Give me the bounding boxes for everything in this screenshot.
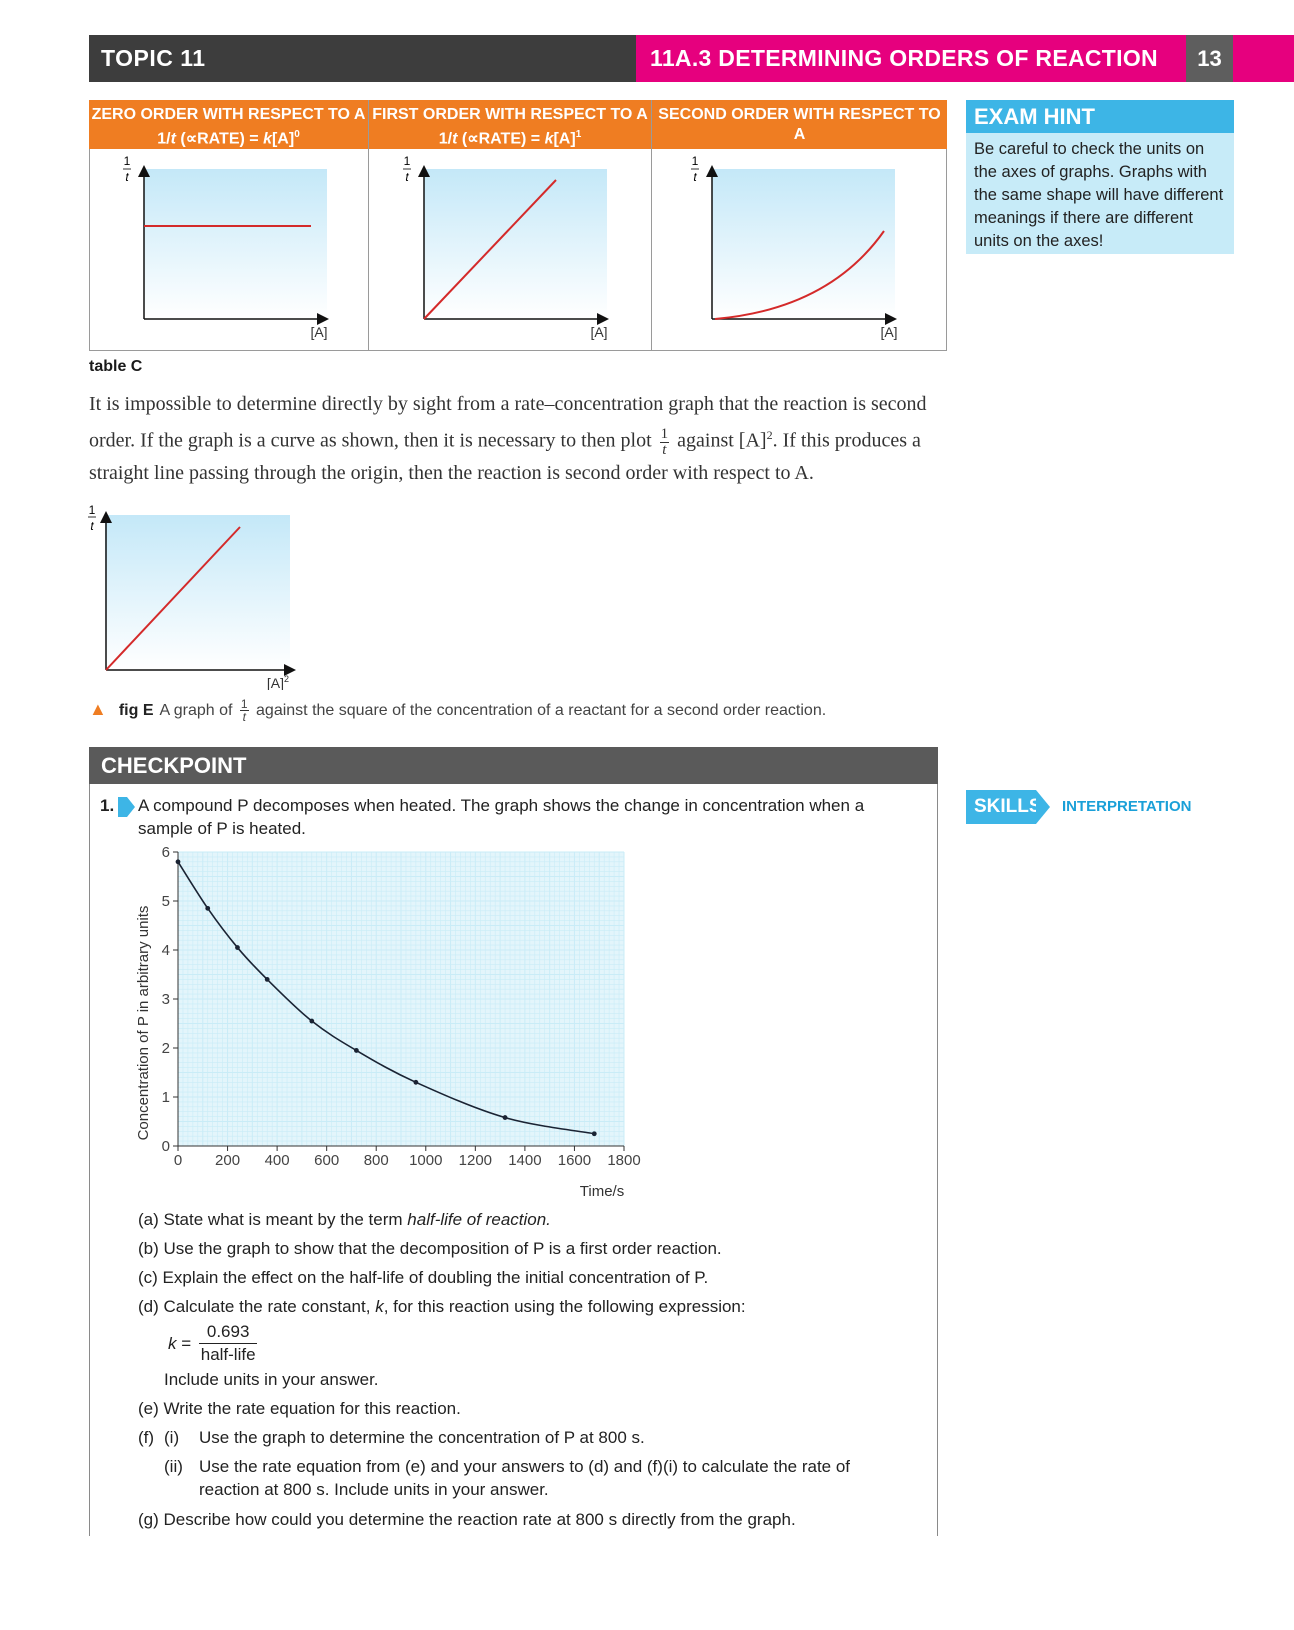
- svg-text:1: 1: [88, 505, 96, 517]
- y-tick-label: 3: [161, 991, 170, 1008]
- data-point: [354, 1048, 359, 1053]
- svg-text:[A]: [A]: [880, 324, 898, 340]
- data-point: [309, 1019, 314, 1024]
- zero-order-graph: [123, 154, 328, 340]
- part-f-ii-label: (ii): [164, 1457, 183, 1476]
- x-tick-label: 1000: [409, 1152, 443, 1169]
- part-a: (a) State what is meant by the term half-life of reaction.: [138, 1210, 551, 1229]
- section-header: 11A.3 DETERMINING ORDERS OF REACTION: [636, 35, 1186, 82]
- triangle-icon: ▲: [89, 699, 107, 719]
- part-f-ii: Use the rate equation from (e) and your answers to (d) and (f)(i) to calculate the rate of reaction at 800 s. Include units in your answer.: [199, 1457, 851, 1499]
- part-c: (c) Explain the effect on the half-life of doubling the initial concentration of P.: [138, 1268, 709, 1287]
- table-header-zero-order: ZERO ORDER WITH RESPECT TO A 1/t (∝RATE) = $k[A]^0$: [89, 100, 368, 149]
- x-tick-label: 1600: [557, 1152, 592, 1169]
- data-point: [503, 1115, 508, 1120]
- y-tick-label: 6: [161, 845, 170, 861]
- data-point: [176, 859, 181, 864]
- x-tick-label: 800: [363, 1152, 389, 1169]
- first-order-graph: [403, 154, 608, 340]
- y-tick-label: 4: [161, 942, 170, 959]
- rate-constant-formula: k = $\frac{0.693}{\text{half-life}}$: [168, 1322, 256, 1364]
- part-d-units: Include units in your answer.: [164, 1370, 379, 1389]
- fig-e-caption: ▲ fig E A graph of $\frac{1}{t}$ against the square of the concentration of a reactant for a second order reaction.: [89, 697, 827, 725]
- y-tick-label: 2: [161, 1040, 170, 1057]
- part-d: (d) Calculate the rate constant, k, for this reaction using the following expression:: [138, 1297, 746, 1316]
- x-tick-label: 600: [314, 1152, 340, 1169]
- part-e: (e) Write the rate equation for this reaction.: [138, 1399, 461, 1418]
- question-number: 1.: [100, 796, 115, 815]
- y-tick-label: 0: [161, 1138, 170, 1155]
- svg-text:[A]: [A]: [310, 324, 328, 340]
- inline-fraction: $\frac{1}{t}$: [240, 697, 248, 725]
- second-order-graph: [691, 154, 898, 340]
- svg-text:1: 1: [691, 154, 699, 168]
- part-b: (b) Use the graph to show that the decomposition of P is a first order reaction.: [138, 1239, 722, 1258]
- svg-text:t: t: [90, 519, 94, 533]
- x-tick-label: 1800: [607, 1152, 641, 1169]
- data-point: [265, 977, 270, 982]
- y-tick-label: 5: [161, 893, 170, 910]
- x-tick-label: 400: [264, 1152, 290, 1169]
- skills-arrow-icon: [1036, 790, 1050, 824]
- arrow-marker-icon: [118, 797, 135, 817]
- question-text: A compound P decomposes when heated. The graph shows the change in concentration when a sample of P is heated.: [138, 796, 865, 838]
- svg-text:1: 1: [403, 154, 411, 168]
- skills-label: INTERPRETATION: [1062, 798, 1192, 815]
- fig-e-graph: [80, 505, 310, 690]
- y-tick-label: 1: [161, 1089, 170, 1106]
- svg-text:t: t: [405, 170, 409, 184]
- chart-grid: [178, 852, 624, 1146]
- svg-text:t: t: [693, 170, 697, 184]
- part-f-i-label: (i): [164, 1428, 180, 1447]
- table-c-graphs: [89, 149, 947, 351]
- header-accent: [1233, 35, 1294, 82]
- part-g: (g) Describe how could you determine the reaction rate at 800 s directly from the graph.: [138, 1510, 796, 1529]
- data-point: [235, 945, 240, 950]
- exam-hint-body: Be careful to check the units on the axes of graphs. Graphs with the same shape will have different meanings if there are different units on the axes!: [966, 133, 1234, 254]
- topic-header: TOPIC 11: [89, 35, 636, 82]
- body-paragraph: It is impossible to determine directly by sight from a rate–concentration graph that the reaction is second order. If the graph is a curve as shown, then it is necessary to then plot $\frac{1}{t}$ against $[A]^2$. If this produces a straight line passing through the origin, then the reaction is second order with respect to A.: [89, 393, 927, 484]
- page-number: 13: [1186, 35, 1233, 82]
- x-axis-label: Time/s: [579, 1183, 625, 1200]
- data-point: [413, 1080, 418, 1085]
- inline-fraction: $\frac{1}{t}$: [660, 425, 669, 458]
- y-axis-label: Concentration of P in arbitrary units: [135, 905, 152, 1141]
- data-point: [205, 906, 210, 911]
- skills-tag: SKILLS: [966, 790, 1036, 824]
- x-tick-label: 200: [215, 1152, 241, 1169]
- x-tick-label: 0: [173, 1152, 183, 1169]
- table-header-second-order: SECOND ORDER WITH RESPECT TO A 1/t (∝RATE) = $k[A]^2$: [652, 100, 947, 149]
- concentration-time-chart: [130, 845, 650, 1205]
- exam-hint-title: EXAM HINT: [966, 100, 1234, 133]
- table-header-first-order: FIRST ORDER WITH RESPECT TO A 1/t (∝RATE) = $k[A]^1$: [369, 100, 651, 149]
- table-caption: table C: [89, 358, 143, 375]
- svg-text:1: 1: [123, 154, 131, 168]
- x-tick-label: 1200: [458, 1152, 493, 1169]
- checkpoint-title: CHECKPOINT: [89, 747, 938, 784]
- svg-text:[A]: [A]: [590, 324, 608, 340]
- data-point: [592, 1131, 597, 1136]
- part-f-label: (f): [138, 1428, 155, 1447]
- part-f-i: Use the graph to determine the concentration of P at 800 s.: [199, 1428, 645, 1447]
- svg-text:t: t: [125, 170, 129, 184]
- svg-text:[A]2: $[A]^2$: [266, 674, 290, 690]
- x-tick-label: 1400: [508, 1152, 542, 1169]
